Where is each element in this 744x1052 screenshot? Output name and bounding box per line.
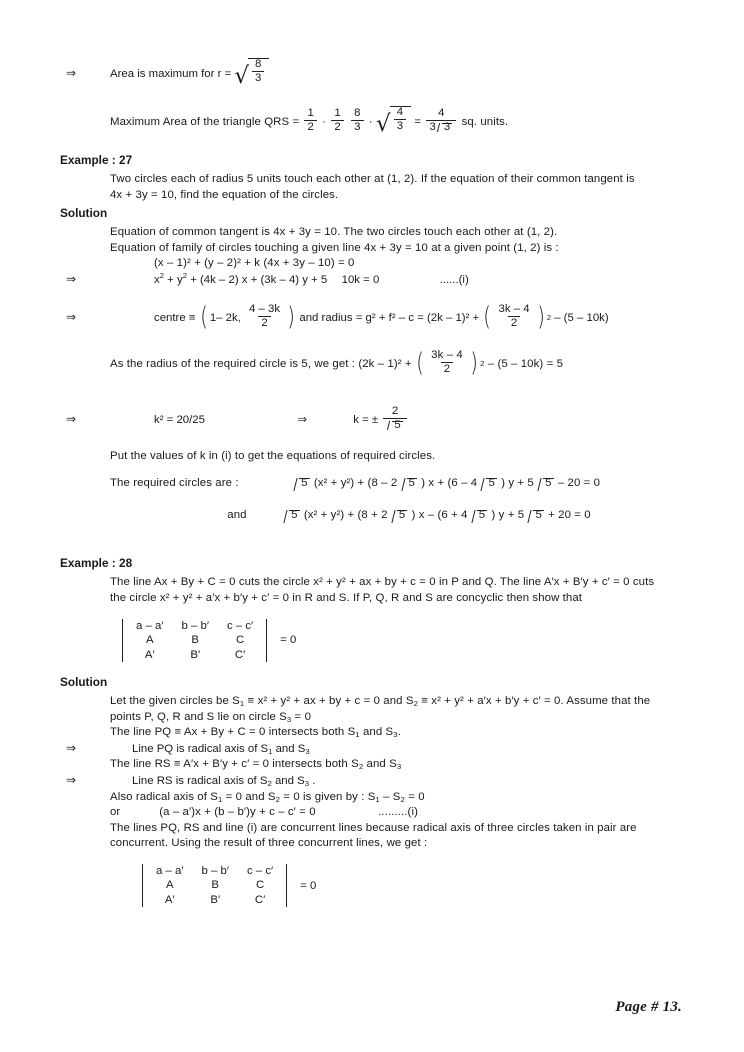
centre-label: centre ≡ — [154, 311, 196, 324]
sqrt-5-g: 5 — [472, 508, 487, 524]
determinant-equals-zero: = 0 — [300, 879, 317, 892]
example-28-determinant-wrapper — [118, 619, 682, 663]
page-content — [60, 58, 682, 907]
example-28-determinant-2-wrapper — [138, 864, 682, 908]
det-cell: B′ — [210, 893, 221, 906]
left-paren-icon: ( — [199, 302, 208, 333]
radius-fraction-group: ( $\frac{3k - 4}{2}$ ) 2 — [483, 302, 552, 333]
example-28-sol-line-2: points P, Q, R and S lie on circle $S_3 = 0$ — [110, 710, 312, 724]
example-28-sol-line-4-row — [66, 741, 682, 758]
det-cell: C′ — [254, 893, 266, 906]
sqrt-5-e: 5 — [284, 508, 299, 524]
implies-arrow-icon: ⇒ — [66, 309, 77, 324]
example-28-sol-line-1: Let the given circles be $S_1 \equiv x^2 + y^2$ + ax + by + c = 0 and $S_2 \equiv x^2 + y^2 + a'x + b'y + c' = 0$. Assume that the — [110, 695, 651, 709]
det-cell: A′ — [164, 893, 175, 906]
example-27-standard-form: $x^2 + y^2 + (4k - 2) x + (3k - 4) y + 5$ 10k = 0 ......(i) — [154, 271, 469, 286]
sqrt-5-d: 5 — [538, 476, 553, 492]
det-cell: B′ — [190, 648, 201, 661]
determinant-row — [127, 648, 262, 663]
det-cell: b – b′ — [181, 619, 209, 632]
sqrt-5-c: 5 — [481, 476, 496, 492]
det-cell: A′ — [144, 648, 155, 661]
determinant-row — [147, 893, 282, 908]
example-27-statement-line-1: Two circles each of radius 5 units touch each other at (1, 2). If the equation of their common tangent is — [110, 173, 635, 185]
det-cell: a – a′ — [136, 619, 164, 632]
determinant-row — [147, 864, 282, 879]
determinant-table — [127, 619, 262, 663]
det-cell: C′ — [234, 648, 246, 661]
sqrt-5-b: 5 — [402, 476, 417, 492]
determinant-row — [127, 619, 262, 634]
right-paren-icon: ) — [287, 302, 295, 333]
maximum-area-row: Maximum Area of the triangle QRS = $\frac{1}{2}$ · $\frac{1}{2}$ $\frac{8}{3}$ · √ $\frac{4}{3}$ = $\frac{4}{3 3}$ sq. units. — [110, 106, 509, 138]
sqrt-4-over-3: √ $\frac{4}{3}$ — [376, 106, 411, 134]
determinant-right-bar — [266, 619, 267, 663]
determinant-right-bar — [286, 864, 287, 908]
sqrt-5-h: 5 — [528, 508, 543, 524]
example-27-sol-line-1: Equation of common tangent is 4x + 3y = 10. The two circles touch each other at (1, 2). — [110, 226, 558, 239]
k-squared-value: k² = 20/25 — [154, 413, 205, 426]
radical-axis-equation: (a – a′)x + (b – b′)y + c – c′ = 0 — [159, 806, 316, 819]
sqrt-3: 3 — [437, 121, 452, 133]
determinant-table — [147, 864, 282, 908]
fraction-one-half-b: $\frac{1}{2}$ — [331, 107, 343, 133]
example-27-standard-form-row — [66, 272, 682, 289]
det-cell: B — [211, 879, 220, 892]
left-paren-icon: ( — [416, 348, 424, 379]
example-27-expanded-equation: (x – 1)² + (y – 2)² + k (4x + 3y – 10) = 0 — [154, 257, 355, 270]
implies-arrow-icon: ⇒ — [66, 740, 77, 755]
example-28-sol-line-3: The line PQ ≡ Ax + By + C = 0 intersects both $S_1$ and $S_3$. — [110, 726, 401, 740]
fraction-result: $\frac{4}{3 3}$ — [426, 107, 456, 133]
det-cell: c – c′ — [246, 864, 274, 877]
fraction-one-half-a: $\frac{1}{2}$ — [304, 107, 316, 133]
radical-sign-icon: √ — [234, 63, 250, 90]
example-27-required-circle-2: and 5 (x² + y²) + (8 + 2 5 ) x – (6 + 4 5 ) y + 5 5 + 20 = 0 — [110, 508, 682, 524]
page-footer: Page # 13. — [615, 999, 682, 1015]
example-28-sol-line-7: Also radical axis of $S_1 = 0$ and $S_2 = 0$ is given by : $S_1 - S_2 = 0$ — [110, 790, 425, 804]
sqrt-8-over-3: √ $\frac{8}{3}$ — [234, 58, 269, 86]
centre-coordinates: ( 1– 2k, $\frac{4 - 3k}{2}$ ) — [199, 302, 295, 333]
radius-expression-lead: and radius = g² + f² – c = (2k – 1)² + — [299, 311, 480, 324]
implies-arrow-icon: ⇒ — [66, 271, 77, 286]
example-28-sol-line-8-row — [110, 805, 682, 821]
left-paren-icon: ( — [483, 302, 492, 333]
example-27-k-row: ⇒ k² = 20/25 ⇒ k = ± $\frac{2}{5}$ — [66, 407, 682, 433]
example-28-sol-line-5: The line RS ≡ A′x + B′y + c′ = 0 intersects both $S_2$ and $S_3$ — [110, 758, 402, 772]
example-27-put-values: Put the values of k in (i) to get the equations of required circles. — [110, 449, 436, 462]
sqrt-5: 5 — [387, 419, 402, 431]
radius5-fraction-group: ( $\frac{3k - 4}{2}$ ) 2 — [416, 348, 485, 379]
det-cell: a – a′ — [156, 864, 184, 877]
radius-expression-tail: – (5 – 10k) — [554, 311, 609, 324]
example-28-solution-heading: Solution — [60, 675, 108, 690]
k-value-fraction: $\frac{2}{5}$ — [383, 405, 406, 431]
example-28-statement-line-1: The line Ax + By + C = 0 cuts the circle x² + y² + ax + by + c = 0 in P and Q. The line A′x + B′y + c′ = 0 cuts — [110, 576, 655, 589]
det-cell: B — [191, 634, 200, 647]
determinant-row — [147, 878, 282, 893]
example-27-solution-heading: Solution — [60, 206, 108, 221]
example-28-statement-line-2: the circle x² + y² + a′x + b′y + c′ = 0 in R and S. If P, Q, R and S are concyclic then show that — [110, 591, 583, 604]
det-cell: c – c′ — [226, 619, 254, 632]
example-27-centre-radius-row — [66, 302, 682, 333]
right-paren-icon: ) — [536, 302, 545, 333]
implies-arrow-icon: ⇒ — [66, 66, 77, 81]
example-28-sol-line-6: Line RS is radical axis of $S_2$ and $S_3$ . — [132, 775, 316, 789]
right-paren-icon: ) — [470, 348, 478, 379]
determinant-left-bar — [142, 864, 143, 908]
det-cell: A — [145, 634, 154, 647]
implies-arrow-icon: ⇒ — [66, 773, 77, 787]
determinant-equals-zero: = 0 — [280, 634, 297, 647]
implies-arrow-icon-2: ⇒ — [297, 413, 307, 426]
determinant-statement — [118, 619, 296, 663]
det-cell: C — [235, 634, 245, 647]
area-maximum-text: Area is maximum for r = √ $\frac{8}{3}$ — [110, 60, 269, 88]
example-27-heading: Example : 27 — [60, 153, 133, 167]
determinant-left-bar — [122, 619, 123, 663]
example-28-sol-line-9: The lines PQ, RS and line (i) are concurrent lines because radical axis of three circles taken in pair are — [110, 821, 637, 834]
example-28-heading: Example : 28 — [60, 556, 133, 571]
example-27-radius-equation-row: As the radius of the required circle is 5, we get : (2k – 1)² + ( $\frac{3k - 4}{2}$ ) 2 – (5 – 10k) = 5 — [110, 348, 564, 379]
example-27-statement-line-2: 4x + 3y = 10, find the equation of the circles. — [110, 188, 339, 201]
sqrt-5-f: 5 — [392, 508, 407, 524]
example-28-sol-line-10: concurrent. Using the result of three concurrent lines, we get : — [110, 837, 428, 850]
determinant-row — [127, 633, 262, 648]
or-label: or — [110, 806, 121, 819]
example-28-sol-line-4: Line PQ is radical axis of $S_1$ and $S_3$ — [132, 742, 310, 756]
sqrt-5-a: 5 — [294, 476, 309, 492]
example-27-required-circle-1: The required circles are : 5 (x² + y²) + (8 – 2 5 ) x + (6 – 4 5 ) y + 5 5 – 20 = 0 — [110, 476, 682, 492]
implies-arrow-icon: ⇒ — [66, 411, 77, 426]
fraction-eight-thirds: $\frac{8}{3}$ — [351, 107, 363, 133]
example-27-sol-line-2: Equation of family of circles touching a given line 4x + 3y = 10 at a given point (1, 2) is : — [110, 241, 559, 254]
det-cell: A — [165, 879, 174, 892]
radical-sign-icon: √ — [375, 111, 391, 138]
determinant-result — [138, 864, 316, 908]
area-maximum-row — [66, 60, 682, 88]
example-28-sol-line-6-row — [66, 773, 682, 790]
det-cell: b – b′ — [201, 864, 229, 877]
equation-reference-i: .........(i) — [378, 806, 418, 819]
det-cell: C — [255, 879, 265, 892]
equation-reference-i: ......(i) — [439, 273, 469, 286]
